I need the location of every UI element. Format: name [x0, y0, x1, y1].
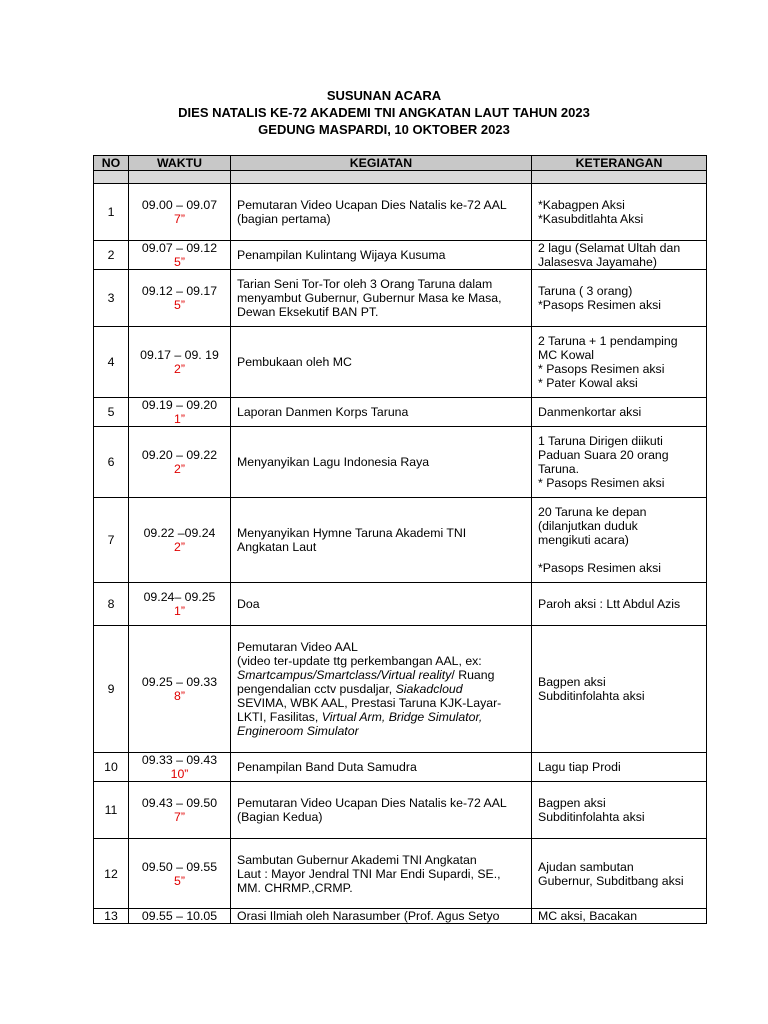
remarks-line: * Pater Kowal aksi	[538, 376, 638, 390]
remarks-cell	[532, 782, 707, 839]
activity-cell	[231, 782, 532, 839]
remarks-cell	[532, 583, 707, 626]
remarks-cell	[532, 909, 707, 924]
row-number: 1	[94, 184, 129, 241]
activity-line: Menyanyikan Hymne Taruna Akademi TNI	[237, 526, 467, 540]
table-spacer-row	[94, 171, 707, 184]
activity-text: Smartcampus/Smartclass/Virtual reality	[237, 668, 452, 682]
remarks-line: Subditinfolahta aksi	[538, 689, 645, 703]
activity-line: Orasi Ilmiah oleh Narasumber (Prof. Agus Setyo	[237, 909, 500, 923]
duration: 5”	[174, 298, 185, 312]
time-cell	[129, 839, 231, 909]
remarks-cell	[532, 753, 707, 782]
table-row	[94, 270, 707, 327]
time-range: 09.20 – 09.22	[141, 448, 218, 462]
remarks-line: *Pasops Resimen aksi	[538, 298, 662, 312]
remarks-line: Ajudan sambutan	[538, 859, 634, 874]
activity-line: MM. CHRMP.,CRMP.	[237, 880, 353, 895]
duration: 8”	[174, 689, 185, 703]
row-number: 7	[94, 498, 129, 583]
remarks-cell	[532, 184, 707, 241]
remarks-line: * Pasops Resimen aksi	[538, 476, 665, 490]
time-cell	[129, 327, 231, 398]
col-header-waktu: WAKTU	[129, 156, 231, 171]
time-cell	[129, 583, 231, 626]
duration: 10”	[170, 767, 189, 781]
table-header-row	[94, 156, 707, 171]
activity-line	[237, 696, 525, 710]
duration: 7”	[174, 212, 185, 226]
remarks-cell	[532, 327, 707, 398]
activity-line: Pembukaan oleh MC	[237, 355, 352, 369]
remarks-cell	[532, 839, 707, 909]
time-range: 09.00 – 09.07	[141, 198, 218, 212]
remarks-line: mengikuti acara)	[538, 533, 629, 547]
time-cell	[129, 241, 231, 270]
row-number: 11	[94, 782, 129, 839]
time-range: 09.50 – 09.55	[141, 859, 218, 874]
activity-text: Engineroom Simulator	[237, 724, 359, 738]
remarks-line: Paroh aksi : Ltt Abdul Azis	[538, 597, 681, 611]
header-event: DIES NATALIS KE-72 AKADEMI TNI ANGKATAN LAUT TAHUN 2023	[178, 105, 590, 120]
table-row	[94, 583, 707, 626]
table-row	[94, 427, 707, 498]
remarks-line: Taruna ( 3 orang)	[538, 284, 633, 298]
duration: 2”	[174, 362, 185, 376]
table-row	[94, 839, 707, 909]
remarks-line: Paduan Suara 20 orang	[538, 448, 669, 462]
time-cell	[129, 427, 231, 498]
time-range: 09.33 – 09.43	[141, 753, 218, 767]
row-number: 12	[94, 839, 129, 909]
duration: 7”	[174, 810, 185, 824]
table-row	[94, 626, 707, 753]
activity-line: (Bagian Kedua)	[237, 810, 323, 824]
remarks-line	[538, 547, 700, 561]
row-number: 5	[94, 398, 129, 427]
time-range: 09.17 – 09. 19	[140, 348, 219, 362]
activity-cell	[231, 398, 532, 427]
activity-cell	[231, 583, 532, 626]
activity-cell	[231, 626, 532, 753]
activity-cell	[231, 839, 532, 909]
remarks-line: Gubernur, Subditbang aksi	[538, 873, 684, 888]
activity-cell	[231, 498, 532, 583]
row-number: 3	[94, 270, 129, 327]
table-row	[94, 398, 707, 427]
row-number: 10	[94, 753, 129, 782]
activity-line: Tarian Seni Tor-Tor oleh 3 Orang Taruna dalam	[237, 277, 493, 291]
remarks-line: *Kabagpen Aksi	[538, 198, 625, 212]
activity-text: pengendalian cctv pusdaljar,	[237, 682, 396, 696]
table-row	[94, 498, 707, 583]
remarks-cell	[532, 498, 707, 583]
remarks-cell	[532, 241, 707, 270]
col-header-no: NO	[94, 156, 129, 171]
remarks-line: *Pasops Resimen aksi	[538, 561, 662, 575]
time-range: 09.12 – 09.17	[141, 284, 218, 298]
time-cell	[129, 498, 231, 583]
activity-line: Menyanyikan Lagu Indonesia Raya	[237, 455, 430, 469]
time-cell	[129, 626, 231, 753]
duration: 5”	[174, 255, 185, 269]
activity-line: Pemutaran Video Ucapan Dies Natalis ke-72 AAL	[237, 198, 507, 212]
row-number: 13	[94, 909, 129, 924]
activity-cell	[231, 327, 532, 398]
remarks-line: MC aksi, Bacakan	[538, 909, 638, 923]
remarks-line: (dilanjutkan duduk	[538, 519, 638, 533]
header-title: SUSUNAN ACARA	[326, 88, 442, 103]
duration: 2”	[174, 462, 185, 476]
activity-line: Sambutan Gubernur Akademi TNI Angkatan	[237, 852, 477, 867]
time-range: 09.43 – 09.50	[141, 796, 218, 810]
activity-line	[237, 710, 525, 724]
activity-line	[237, 682, 525, 696]
row-number: 9	[94, 626, 129, 753]
time-cell	[129, 782, 231, 839]
remarks-line: 2 Taruna + 1 pendamping	[538, 334, 678, 348]
activity-text: LKTI, Fasilitas,	[237, 710, 322, 724]
time-cell	[129, 270, 231, 327]
activity-line: menyambut Gubernur, Gubernur Masa ke Masa,	[237, 291, 502, 305]
activity-text: Siakadcloud	[395, 682, 463, 696]
duration: 1”	[174, 604, 185, 618]
activity-line: Laut : Mayor Jendral TNI Mar Endi Supardi, SE.,	[237, 866, 501, 881]
activity-line	[237, 724, 525, 738]
remarks-line: Lagu tiap Prodi	[538, 760, 621, 774]
activity-cell	[231, 184, 532, 241]
activity-line: Doa	[237, 597, 260, 611]
time-range: 09.07 – 09.12	[141, 241, 218, 255]
activity-cell	[231, 427, 532, 498]
table-row	[94, 782, 707, 839]
remarks-line: 2 lagu (Selamat Ultah dan	[538, 241, 681, 255]
activity-line: Laporan Danmen Korps Taruna	[237, 405, 409, 419]
table-row	[94, 184, 707, 241]
duration: 2”	[174, 540, 185, 554]
time-range: 09.25 – 09.33	[141, 675, 218, 689]
remarks-line: Taruna.	[538, 462, 580, 476]
remarks-line: *Kasubditlahta Aksi	[538, 212, 644, 226]
time-cell	[129, 909, 231, 924]
table-row	[94, 909, 707, 924]
remarks-cell	[532, 398, 707, 427]
time-range: 09.22 –09.24	[143, 526, 216, 540]
remarks-line: Subditinfolahta aksi	[538, 810, 645, 824]
remarks-line: Bagpen aksi	[538, 796, 606, 810]
spacer-cell	[231, 171, 532, 184]
activity-cell	[231, 753, 532, 782]
activity-line: Penampilan Band Duta Samudra	[237, 760, 417, 774]
activity-line: Dewan Eksekutif BAN PT.	[237, 305, 379, 319]
activity-line: (bagian pertama)	[237, 212, 331, 226]
remarks-cell	[532, 270, 707, 327]
activity-text: Virtual Arm, Bridge Simulator,	[321, 710, 483, 724]
remarks-line: 20 Taruna ke depan	[538, 505, 647, 519]
time-range: 09.55 – 10.05	[141, 909, 218, 923]
activity-line: Pemutaran Video Ucapan Dies Natalis ke-72 AAL	[237, 796, 507, 810]
remarks-line: MC Kowal	[538, 348, 595, 362]
activity-text: SEVIMA, WBK AAL, Prestasi Taruna KJK-Layar-	[237, 696, 502, 710]
activity-line: Angkatan Laut	[237, 540, 317, 554]
time-range: 09.19 – 09.20	[141, 398, 218, 412]
activity-line	[237, 640, 525, 654]
remarks-line: * Pasops Resimen aksi	[538, 362, 665, 376]
time-cell	[129, 398, 231, 427]
remarks-cell	[532, 626, 707, 753]
spacer-cell	[129, 171, 231, 184]
remarks-line: Bagpen aksi	[538, 675, 606, 689]
remarks-line: 1 Taruna Dirigen diikuti	[538, 434, 663, 448]
time-cell	[129, 753, 231, 782]
spacer-cell	[94, 171, 129, 184]
row-number: 6	[94, 427, 129, 498]
duration: 5”	[174, 873, 185, 888]
document-header	[0, 87, 768, 138]
activity-cell	[231, 909, 532, 924]
activity-cell	[231, 270, 532, 327]
time-cell	[129, 184, 231, 241]
activity-line: Penampilan Kulintang Wijaya Kusuma	[237, 248, 446, 262]
row-number: 8	[94, 583, 129, 626]
remarks-line: Jalasesva Jayamahe)	[538, 255, 657, 269]
activity-line	[237, 654, 525, 668]
time-range: 09.24– 09.25	[143, 590, 216, 604]
header-venue: GEDUNG MASPARDI, 10 OKTOBER 2023	[258, 122, 510, 137]
activity-text: / Ruang	[451, 668, 495, 682]
duration: 1”	[174, 412, 185, 426]
remarks-cell	[532, 427, 707, 498]
row-number: 4	[94, 327, 129, 398]
activity-text: (video ter-update ttg perkembangan AAL, ex:	[237, 654, 482, 668]
schedule-table	[93, 155, 707, 924]
table-row	[94, 327, 707, 398]
row-number: 2	[94, 241, 129, 270]
table-row	[94, 241, 707, 270]
table-row	[94, 753, 707, 782]
remarks-line: Danmenkortar aksi	[538, 405, 642, 419]
col-header-kegiatan: KEGIATAN	[231, 156, 532, 171]
activity-cell	[231, 241, 532, 270]
activity-text: Pemutaran Video AAL	[237, 640, 358, 654]
col-header-keterangan: KETERANGAN	[532, 156, 707, 171]
activity-line	[237, 668, 525, 682]
spacer-cell	[532, 171, 707, 184]
